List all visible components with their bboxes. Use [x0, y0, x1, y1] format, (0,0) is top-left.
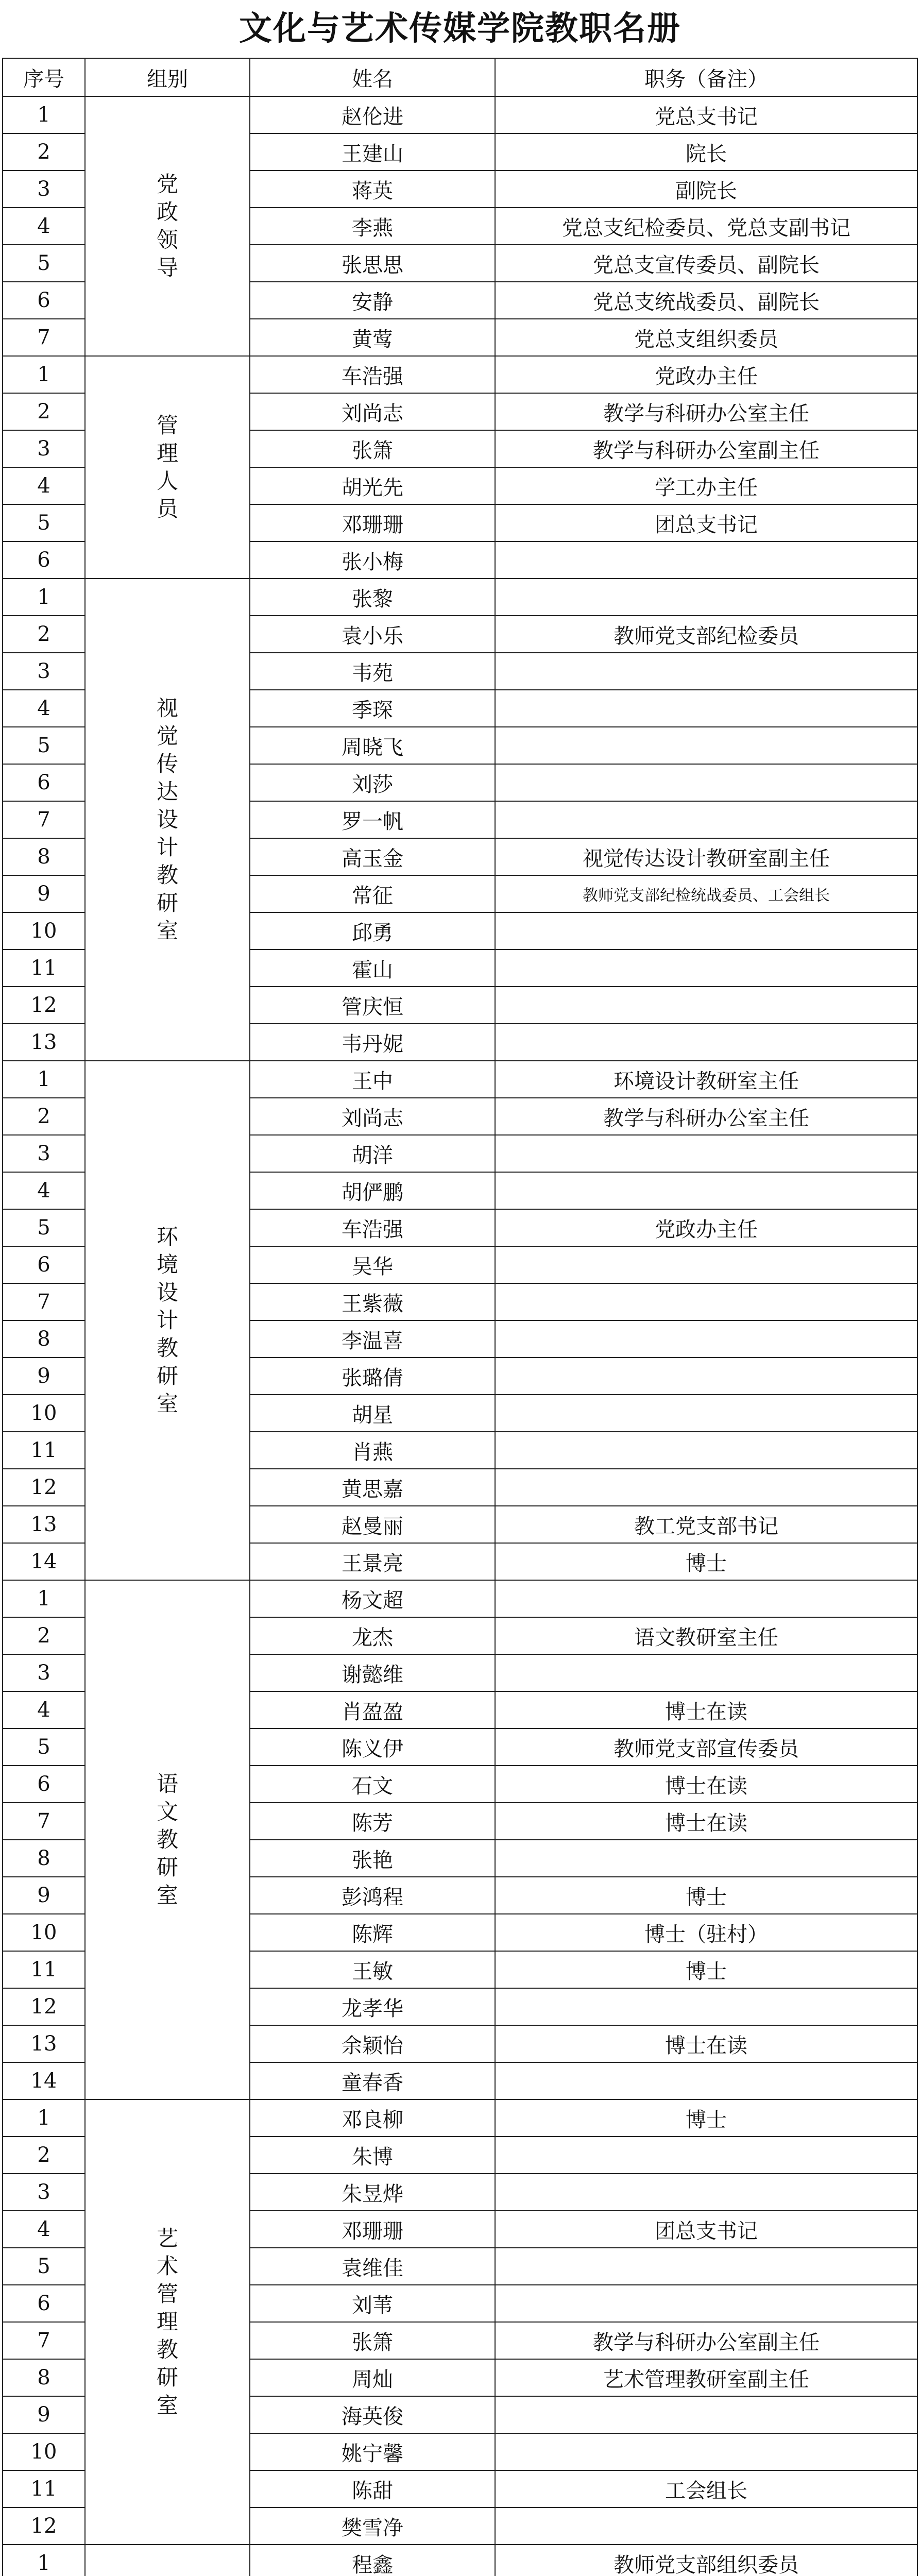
serial-cell: 7: [3, 319, 85, 356]
name-cell: 陈芳: [250, 1803, 495, 1840]
role-cell: [495, 1654, 917, 1691]
role-cell: [495, 2062, 917, 2099]
serial-cell: 12: [3, 2507, 85, 2545]
serial-cell: 10: [3, 912, 85, 950]
serial-cell: 6: [3, 2285, 85, 2322]
serial-cell: 7: [3, 2322, 85, 2359]
role-cell: 团总支书记: [495, 504, 917, 541]
role-cell: [495, 1580, 917, 1617]
name-cell: 袁小乐: [250, 616, 495, 653]
serial-cell: 9: [3, 2396, 85, 2433]
table-row: [3, 1580, 917, 1617]
name-cell: 王紫薇: [250, 1283, 495, 1320]
name-cell: 张艳: [250, 1840, 495, 1877]
name-cell: 管庆恒: [250, 987, 495, 1024]
role-cell: 博士: [495, 1951, 917, 1988]
serial-cell: 1: [3, 2545, 85, 2576]
serial-cell: 14: [3, 2062, 85, 2099]
serial-cell: 3: [3, 171, 85, 208]
serial-cell: 10: [3, 1914, 85, 1951]
name-cell: 袁维佳: [250, 2248, 495, 2285]
role-cell: 教学与科研办公室主任: [495, 393, 917, 430]
role-cell: 教师党支部组织委员: [495, 2545, 917, 2576]
serial-cell: 4: [3, 467, 85, 504]
serial-cell: 3: [3, 1654, 85, 1691]
role-cell: [495, 1172, 917, 1209]
role-cell: [495, 1024, 917, 1061]
serial-cell: 6: [3, 1766, 85, 1803]
name-cell: 陈甜: [250, 2470, 495, 2507]
role-cell: [495, 1988, 917, 2025]
role-cell: 教学与科研办公室副主任: [495, 2322, 917, 2359]
name-cell: 黄莺: [250, 319, 495, 356]
table-row: [3, 1061, 917, 1098]
serial-cell: 13: [3, 1024, 85, 1061]
name-cell: 肖燕: [250, 1432, 495, 1469]
serial-cell: 1: [3, 1580, 85, 1617]
name-cell: 程鑫: [250, 2545, 495, 2576]
roster-body: [3, 96, 917, 2576]
role-cell: [495, 2174, 917, 2211]
role-cell: 党总支统战委员、副院长: [495, 282, 917, 319]
serial-cell: 1: [3, 579, 85, 616]
name-cell: 韦苑: [250, 653, 495, 690]
role-cell: [495, 2137, 917, 2174]
group-cell: [85, 2545, 250, 2576]
name-cell: 季琛: [250, 690, 495, 727]
role-cell: 博士在读: [495, 2025, 917, 2062]
name-cell: 蒋英: [250, 171, 495, 208]
name-cell: 刘苇: [250, 2285, 495, 2322]
role-cell: 党政办主任: [495, 356, 917, 393]
role-cell: [495, 801, 917, 838]
header-group: 组别: [85, 58, 250, 96]
serial-cell: 11: [3, 1432, 85, 1469]
role-cell: 党总支宣传委员、副院长: [495, 245, 917, 282]
serial-cell: 4: [3, 690, 85, 727]
role-cell: [495, 653, 917, 690]
name-cell: 彭鸿程: [250, 1877, 495, 1914]
header-role: 职务（备注）: [495, 58, 917, 96]
serial-cell: 5: [3, 245, 85, 282]
name-cell: 姚宁馨: [250, 2433, 495, 2470]
name-cell: 朱博: [250, 2137, 495, 2174]
serial-cell: 2: [3, 616, 85, 653]
serial-cell: 13: [3, 1506, 85, 1543]
serial-cell: 2: [3, 1098, 85, 1135]
name-cell: 胡星: [250, 1395, 495, 1432]
group-label: 艺术管理教研室: [156, 2226, 178, 2418]
header-row: [3, 58, 917, 96]
role-cell: 语文教研室主任: [495, 1617, 917, 1654]
role-cell: [495, 1320, 917, 1358]
role-cell: [495, 727, 917, 764]
serial-cell: 13: [3, 2025, 85, 2062]
name-cell: 邱勇: [250, 912, 495, 950]
group-label: 视觉传达设计教研室: [156, 696, 178, 943]
document-title: 文化与艺术传媒学院教职名册: [239, 10, 681, 48]
role-cell: 博士在读: [495, 1803, 917, 1840]
role-cell: [495, 2507, 917, 2545]
group-label: 语文教研室: [156, 1771, 178, 1908]
table-row: [3, 96, 917, 133]
serial-cell: 2: [3, 133, 85, 171]
name-cell: 韦丹妮: [250, 1024, 495, 1061]
name-cell: 胡俨鹏: [250, 1172, 495, 1209]
serial-cell: 12: [3, 987, 85, 1024]
name-cell: 张璐倩: [250, 1358, 495, 1395]
header-serial: 序号: [3, 58, 85, 96]
role-cell: [495, 579, 917, 616]
role-cell: [495, 1395, 917, 1432]
name-cell: 车浩强: [250, 1209, 495, 1246]
name-cell: 童春香: [250, 2062, 495, 2099]
name-cell: 邓良柳: [250, 2099, 495, 2137]
serial-cell: 14: [3, 1543, 85, 1580]
role-cell: [495, 950, 917, 987]
serial-cell: 4: [3, 1172, 85, 1209]
serial-cell: 5: [3, 727, 85, 764]
role-cell: 党总支纪检委员、党总支副书记: [495, 208, 917, 245]
group-label: 环境设计教研室: [156, 1224, 178, 1416]
group-cell: [85, 579, 250, 1061]
role-cell: 博士: [495, 1543, 917, 1580]
role-cell: [495, 2396, 917, 2433]
serial-cell: 10: [3, 2433, 85, 2470]
role-cell: [495, 2248, 917, 2285]
serial-cell: 11: [3, 2470, 85, 2507]
role-cell: 党总支组织委员: [495, 319, 917, 356]
role-cell: 教师党支部宣传委员: [495, 1728, 917, 1766]
name-cell: 胡光先: [250, 467, 495, 504]
serial-cell: 3: [3, 2174, 85, 2211]
name-cell: 石文: [250, 1766, 495, 1803]
role-cell: 工会组长: [495, 2470, 917, 2507]
serial-cell: 11: [3, 1951, 85, 1988]
name-cell: 安静: [250, 282, 495, 319]
serial-cell: 1: [3, 96, 85, 133]
serial-cell: 9: [3, 875, 85, 912]
name-cell: 李温喜: [250, 1320, 495, 1358]
serial-cell: 6: [3, 541, 85, 579]
name-cell: 陈义伊: [250, 1728, 495, 1766]
serial-cell: 8: [3, 1840, 85, 1877]
name-cell: 赵曼丽: [250, 1506, 495, 1543]
role-cell: [495, 987, 917, 1024]
serial-cell: 10: [3, 1395, 85, 1432]
serial-cell: 1: [3, 2099, 85, 2137]
name-cell: 谢懿维: [250, 1654, 495, 1691]
role-cell: 党总支书记: [495, 96, 917, 133]
role-cell: 博士: [495, 2099, 917, 2137]
serial-cell: 2: [3, 393, 85, 430]
name-cell: 车浩强: [250, 356, 495, 393]
header-name: 姓名: [250, 58, 495, 96]
name-cell: 肖盈盈: [250, 1691, 495, 1728]
serial-cell: 8: [3, 1320, 85, 1358]
role-cell: [495, 1135, 917, 1172]
serial-cell: 12: [3, 1988, 85, 2025]
role-cell: 博士（驻村）: [495, 1914, 917, 1951]
role-cell: 教师党支部纪检委员: [495, 616, 917, 653]
serial-cell: 11: [3, 950, 85, 987]
serial-cell: 1: [3, 1061, 85, 1098]
serial-cell: 3: [3, 1135, 85, 1172]
serial-cell: 6: [3, 282, 85, 319]
serial-cell: 2: [3, 1617, 85, 1654]
role-cell: 学工办主任: [495, 467, 917, 504]
serial-cell: 8: [3, 838, 85, 875]
name-cell: 张黎: [250, 579, 495, 616]
serial-cell: 9: [3, 1358, 85, 1395]
table-row: [3, 2545, 917, 2576]
name-cell: 樊雪净: [250, 2507, 495, 2545]
role-cell: 艺术管理教研室副主任: [495, 2359, 917, 2396]
serial-cell: 5: [3, 2248, 85, 2285]
name-cell: 王景亮: [250, 1543, 495, 1580]
name-cell: 陈辉: [250, 1914, 495, 1951]
name-cell: 刘尚志: [250, 393, 495, 430]
role-cell: 博士在读: [495, 1766, 917, 1803]
name-cell: 张箫: [250, 430, 495, 467]
name-cell: 李燕: [250, 208, 495, 245]
name-cell: 周灿: [250, 2359, 495, 2396]
name-cell: 高玉金: [250, 838, 495, 875]
serial-cell: 6: [3, 764, 85, 801]
serial-cell: 7: [3, 1283, 85, 1320]
group-cell: [85, 2099, 250, 2545]
serial-cell: 6: [3, 1246, 85, 1283]
group-label: 管理人员: [156, 413, 178, 521]
name-cell: 邓珊珊: [250, 504, 495, 541]
role-cell: [495, 541, 917, 579]
serial-cell: 3: [3, 430, 85, 467]
role-cell: 院长: [495, 133, 917, 171]
serial-cell: 12: [3, 1469, 85, 1506]
name-cell: 张小梅: [250, 541, 495, 579]
role-cell: [495, 764, 917, 801]
name-cell: 王建山: [250, 133, 495, 171]
group-cell: [85, 1580, 250, 2099]
name-cell: 龙孝华: [250, 1988, 495, 2025]
serial-cell: 7: [3, 801, 85, 838]
name-cell: 黄思嘉: [250, 1469, 495, 1506]
name-cell: 邓珊珊: [250, 2211, 495, 2248]
name-cell: 王敏: [250, 1951, 495, 1988]
serial-cell: 2: [3, 2137, 85, 2174]
serial-cell: 4: [3, 2211, 85, 2248]
serial-cell: 7: [3, 1803, 85, 1840]
name-cell: 张思思: [250, 245, 495, 282]
role-cell: [495, 1432, 917, 1469]
serial-cell: 8: [3, 2359, 85, 2396]
role-cell: 副院长: [495, 171, 917, 208]
role-cell: 教学与科研办公室副主任: [495, 430, 917, 467]
role-cell: [495, 2285, 917, 2322]
name-cell: 朱昱烨: [250, 2174, 495, 2211]
serial-cell: 3: [3, 653, 85, 690]
serial-cell: 5: [3, 1209, 85, 1246]
role-cell: 教工党支部书记: [495, 1506, 917, 1543]
serial-cell: 4: [3, 208, 85, 245]
serial-cell: 9: [3, 1877, 85, 1914]
table-row: [3, 579, 917, 616]
serial-cell: 5: [3, 1728, 85, 1766]
name-cell: 赵伦进: [250, 96, 495, 133]
roster-table: [2, 58, 918, 2576]
name-cell: 海英俊: [250, 2396, 495, 2433]
role-cell: [495, 1469, 917, 1506]
group-cell: [85, 96, 250, 356]
name-cell: 张箫: [250, 2322, 495, 2359]
role-cell: [495, 1358, 917, 1395]
role-cell: 团总支书记: [495, 2211, 917, 2248]
serial-cell: 4: [3, 1691, 85, 1728]
role-cell: 博士在读: [495, 1691, 917, 1728]
role-cell: [495, 2433, 917, 2470]
role-cell: 教学与科研办公室主任: [495, 1098, 917, 1135]
name-cell: 周晓飞: [250, 727, 495, 764]
name-cell: 刘尚志: [250, 1098, 495, 1135]
role-cell: 环境设计教研室主任: [495, 1061, 917, 1098]
role-cell: [495, 912, 917, 950]
table-row: [3, 2099, 917, 2137]
serial-cell: 5: [3, 504, 85, 541]
name-cell: 余颖怡: [250, 2025, 495, 2062]
group-cell: [85, 356, 250, 579]
name-cell: 常征: [250, 875, 495, 912]
name-cell: 罗一帆: [250, 801, 495, 838]
serial-cell: 1: [3, 356, 85, 393]
role-cell: 视觉传达设计教研室副主任: [495, 838, 917, 875]
group-cell: [85, 1061, 250, 1580]
name-cell: 王中: [250, 1061, 495, 1098]
group-label: 党政领导: [156, 172, 178, 280]
name-cell: 吴华: [250, 1246, 495, 1283]
role-cell: [495, 1246, 917, 1283]
role-cell: 教师党支部纪检统战委员、工会组长: [495, 875, 917, 912]
role-cell: [495, 1283, 917, 1320]
role-cell: 博士: [495, 1877, 917, 1914]
role-cell: 党政办主任: [495, 1209, 917, 1246]
table-row: [3, 356, 917, 393]
name-cell: 杨文超: [250, 1580, 495, 1617]
name-cell: 霍山: [250, 950, 495, 987]
name-cell: 胡洋: [250, 1135, 495, 1172]
name-cell: 龙杰: [250, 1617, 495, 1654]
role-cell: [495, 690, 917, 727]
role-cell: [495, 1840, 917, 1877]
name-cell: 刘莎: [250, 764, 495, 801]
